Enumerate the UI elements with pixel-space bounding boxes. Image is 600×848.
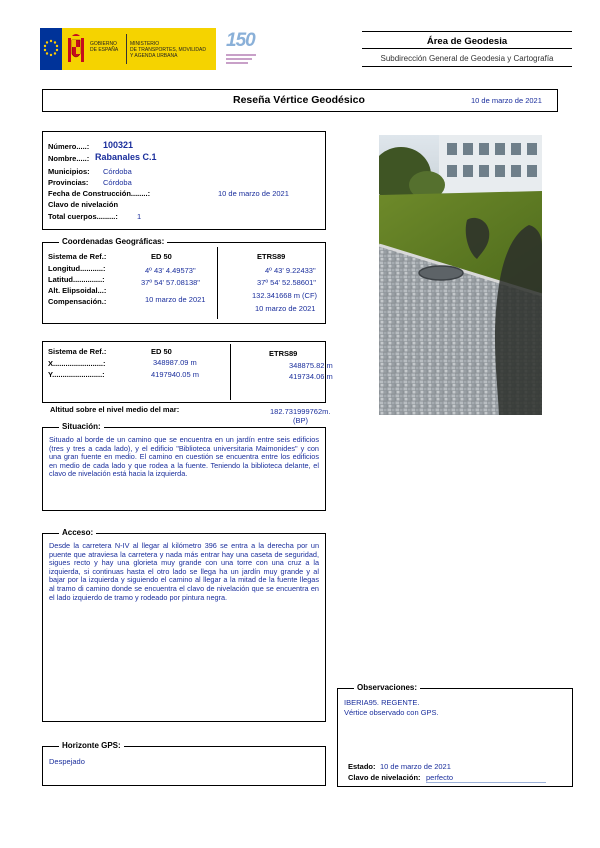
eu-stars-icon [40,28,62,70]
gov-line2: DE ESPAÑA [90,47,119,53]
longitud-label: Longitud...........: [48,264,106,273]
alt-elipsoidal-label: Alt. Elipsoidal...: [48,286,107,295]
altitud-value: 182.731999762m. [270,407,331,416]
subdireccion-title: Subdirección General de Geodesia y Cartografía [380,54,554,63]
municipios-value: Córdoba [103,167,132,176]
alt-elipsoidal-etrs89: 132.341668 m (CF) [252,291,318,300]
coat-of-arms-icon [66,32,86,66]
title-box [42,89,558,112]
ministry-line2: DE TRANSPORTES, MOVILIDAD [130,47,206,53]
clavo-underline [426,782,546,783]
total-value: 1 [137,212,142,221]
header-rule-top [362,31,572,32]
area-title: Área de Geodesia [426,36,508,47]
situacion-legend: Situación: [59,422,104,431]
logo-separator [126,34,127,64]
header-rule-mid [362,48,572,49]
ministry-name [130,41,206,59]
situacion-text: Situado al borde de un camino que se encuentra en un jardín entre seis edificios (tres y tres a cada lado), y el edificio "Biblioteca universitaria Maimonides" y con una gran fuente en medio. El camino en cuestión se encuentra entre los edificios en medio de cada lado y que rodea a la fuente. Teniendo la biblioteca delante, el clavo de nivelación está hacia la izquierda. [49,435,319,479]
total-label: Total cuerpos.........: [48,212,118,221]
anniversary-lines-icon [226,54,256,56]
title-date: 10 de marzo de 2021 [471,96,542,105]
ministry-line1: MINISTERIO [130,41,160,47]
info-box [42,131,326,230]
latitud-ed50: 37º 54' 57.08138" [141,278,200,287]
y-label: Y........................: [48,370,105,379]
ministry-line3: Y AGENDA URBANA [130,53,178,59]
gov-line1: GOBIERNO [90,41,117,47]
municipios-label: Municipios: [48,167,90,176]
utm-sistema-label: Sistema de Ref.: [48,347,107,356]
site-photo-image [379,135,542,415]
page-title: Reseña Vértice Geodésico [233,94,365,106]
eu-flag-icon [40,28,62,70]
altitud-label: Altitud sobre el nivel medio del mar: [50,405,180,414]
longitud-etrs89: 4º 43' 9.22433" [265,266,316,275]
provincias-value: Córdoba [103,178,132,187]
provincias-label: Provincias: [48,178,89,187]
horizonte-legend: Horizonte GPS: [59,741,124,750]
situacion-box [42,422,326,511]
site-photo [379,135,542,415]
clavo-nivelacion-value: perfecto [426,773,454,782]
compensacion-ed50: 10 marzo de 2021 [145,295,206,304]
gov-name [90,41,118,53]
acceso-text: Desde la carretera N-IV al llegar al kilómetro 396 se entra a la derecha por un puente que atraviesa la carretera y nada más entrar hay una caseta de seguridad, sigues recto y hay una glorieta muy grande con una torre con una cruz a la izquierda, si continuas hasta el otro lado se llega ha un jardín muy grande y al bajar por la izquierda y siguiendo el camino al llegar a la mitad de la fuente llegas al tramo di camino donde se encuentra el clavo de nivelación que se encuentra en el lado izquierdo de tramo y rodeado por pintura negra. [49,541,319,602]
observaciones-line1: IBERIA95. REGENTE. [344,698,420,707]
utm-etrs89-header: ETRS89 [269,349,298,358]
geo-etrs89-header: ETRS89 [257,252,286,261]
geo-legend: Coordenadas Geográficas: [59,237,167,246]
y-etrs89: 419734.06 m [289,372,333,381]
anniversary-number: 150 [226,30,255,51]
observaciones-legend: Observaciones: [354,683,420,692]
geo-ed50-header: ED 50 [151,252,172,261]
observaciones-box [337,683,573,787]
government-logo [40,28,216,70]
x-label: X........................: [48,359,106,368]
utm-ed50-header: ED 50 [151,347,172,356]
acceso-legend: Acceso: [59,528,96,537]
clavo-label: Clavo de nivelación [48,200,119,209]
fecha-label: Fecha de Construcción........: [48,189,151,198]
x-etrs89: 348875.82 m [289,361,333,370]
numero-label: Número.....: [48,142,90,151]
nombre-value: Rabanales C.1 [95,152,157,162]
altitud-unit: (BP) [293,416,308,425]
anniversary-logo [226,30,262,70]
estado-label: Estado: [348,762,376,771]
utm-coords-box [42,341,333,403]
horizonte-box [42,741,326,786]
estado-value: 10 de marzo de 2021 [380,762,451,771]
acceso-box [42,528,326,722]
latitud-etrs89: 37º 54' 52.58601" [257,278,316,287]
horizonte-text: Despejado [49,757,85,766]
utm-divider [230,344,231,400]
compensacion-etrs89: 10 marzo de 2021 [255,304,316,313]
geo-sistema-label: Sistema de Ref.: [48,252,107,261]
compensacion-label: Compensación.: [48,297,107,306]
nombre-label: Nombre.....: [48,154,90,163]
numero-value: 100321 [103,140,134,150]
geo-divider [217,247,218,319]
longitud-ed50: 4º 43' 4.49573" [145,266,196,275]
y-ed50: 4197940.05 m [151,370,199,379]
observaciones-line2: Vértice observado con GPS. [344,708,439,717]
latitud-label: Latitud..............: [48,275,105,284]
x-ed50: 348987.09 m [153,358,197,367]
fecha-value: 10 de marzo de 2021 [218,189,289,198]
clavo-nivelacion-label: Clavo de nivelación: [348,773,421,782]
geo-coords-box [42,237,326,324]
header-rule-bottom [362,66,572,67]
